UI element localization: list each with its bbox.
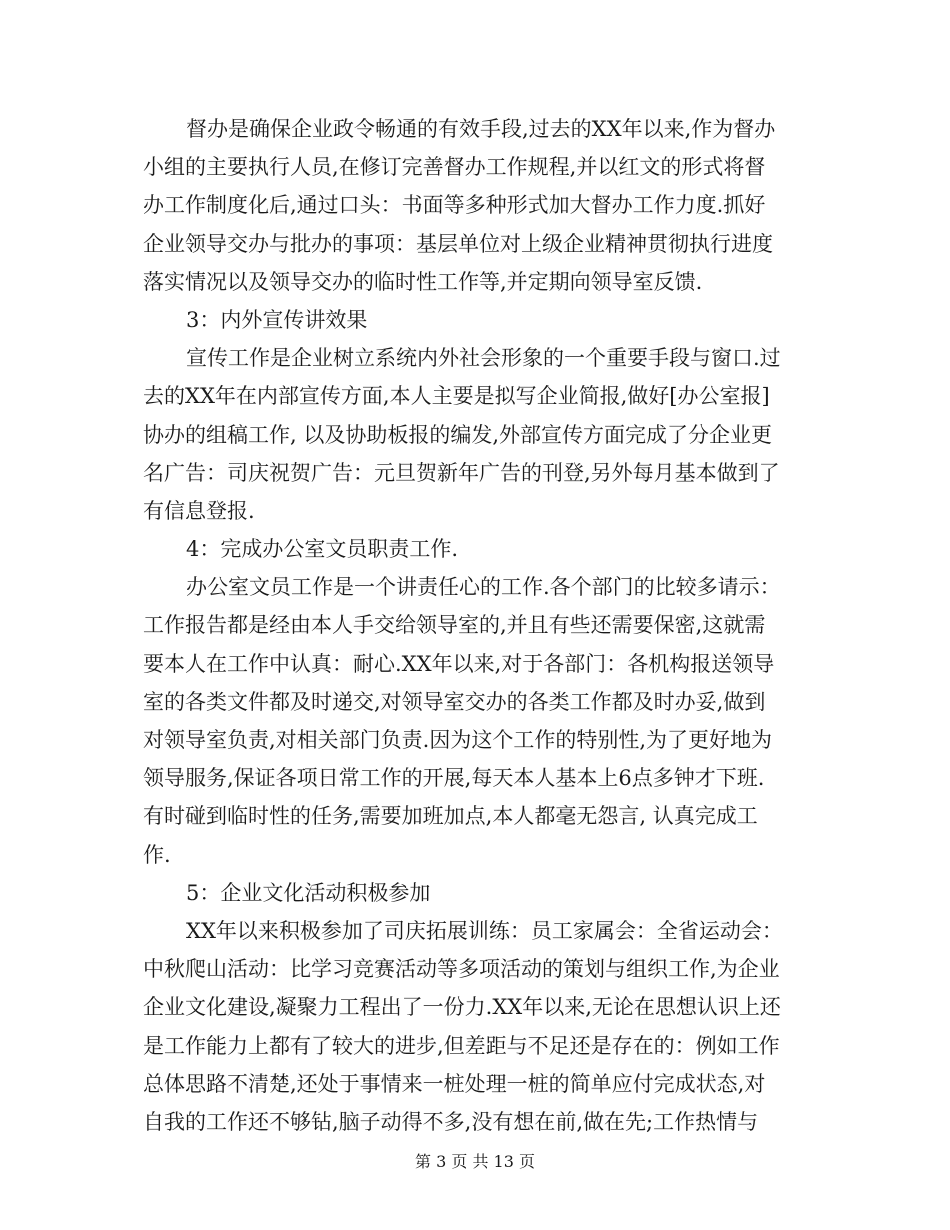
section-heading: 5：企业文化活动积极参加: [186, 880, 431, 905]
paragraph-line: 有信息登报.: [143, 498, 255, 523]
paragraph-line: 企业文化建设,凝聚力工程出了一份力.XX年以来,无论在思想认识上还: [143, 995, 781, 1020]
page-number-footer: 第 3 页 共 13 页: [415, 1152, 535, 1171]
paragraph-line: XX年以来积极参加了司庆拓展训练：员工家属会：全省运动会：: [186, 918, 783, 943]
paragraph-line: 有时碰到临时性的任务,需要加班加点,本人都毫无怨言, 认真完成工: [143, 804, 758, 829]
paragraph-line: 工作报告都是经由本人手交给领导室的,并且有些还需要保密,这就需: [143, 613, 766, 638]
document-body: [143, 110, 808, 1141]
paragraph-line: 中秋爬山活动：比学习竞赛活动等多项活动的策划与组织工作,为企业: [143, 957, 780, 982]
paragraph-line: 落实情况以及领导交办的临时性工作等,并定期向领导室反馈.: [143, 269, 703, 294]
paragraph-line: 督办是确保企业政令畅通的有效手段,过去的XX年以来,作为督办: [186, 117, 776, 141]
paragraph-line: 协办的组稿工作, 以及协助板报的编发,外部宣传方面完成了分企业更: [143, 422, 773, 447]
paragraph-line: 室的各类文件都及时递交,对领导室交办的各类工作都及时办妥,做到: [143, 689, 766, 714]
paragraph-line: 小组的主要执行人员,在修订完善督办工作规程,并以红文的形式将督: [143, 155, 766, 180]
paragraph-line: 办工作制度化后,通过口头：书面等多种形式加大督办工作力度.抓好: [143, 193, 766, 218]
paragraph-line: 去的XX年在内部宣传方面,本人主要是拟写企业简报,做好[办公室报]: [143, 384, 770, 409]
paragraph-line: 总体思路不清楚,还处于事情来一桩处理一桩的简单应付完成状态,对: [143, 1071, 766, 1096]
paragraph-line: 办公室文员工作是一个讲责任心的工作.各个部门的比较多请示：: [186, 575, 781, 600]
section-heading: 4：完成办公室文员职责工作.: [186, 537, 459, 562]
paragraph-line: 名广告：司庆祝贺广告：元旦贺新年广告的刊登,另外每月基本做到了: [143, 460, 780, 485]
paragraph-line: 是工作能力上都有了较大的进步,但差距与不足还是存在的：例如工作: [143, 1033, 780, 1058]
section-heading: 3：内外宣传讲效果: [186, 307, 368, 332]
paragraph-line: 领导服务,保证各项日常工作的开展,每天本人基本上6点多钟才下班.: [143, 766, 765, 791]
paragraph-line: 作.: [143, 842, 171, 867]
paragraph-line: 宣传工作是企业树立系统内外社会形象的一个重要手段与窗口.过: [186, 346, 781, 371]
paragraph-line: 自我的工作还不够钻,脑子动得不多,没有想在前,做在先;工作热情与: [143, 1109, 759, 1134]
paragraph-line: 要本人在工作中认真：耐心.XX年以来,对于各部门：各机构报送领导: [143, 651, 775, 676]
paragraph-line: 企业领导交办与批办的事项：基层单位对上级企业精神贯彻执行进度: [143, 231, 773, 256]
paragraph-line: 对领导室负责,对相关部门负责.因为这个工作的特别性,为了更好地为: [143, 728, 773, 752]
